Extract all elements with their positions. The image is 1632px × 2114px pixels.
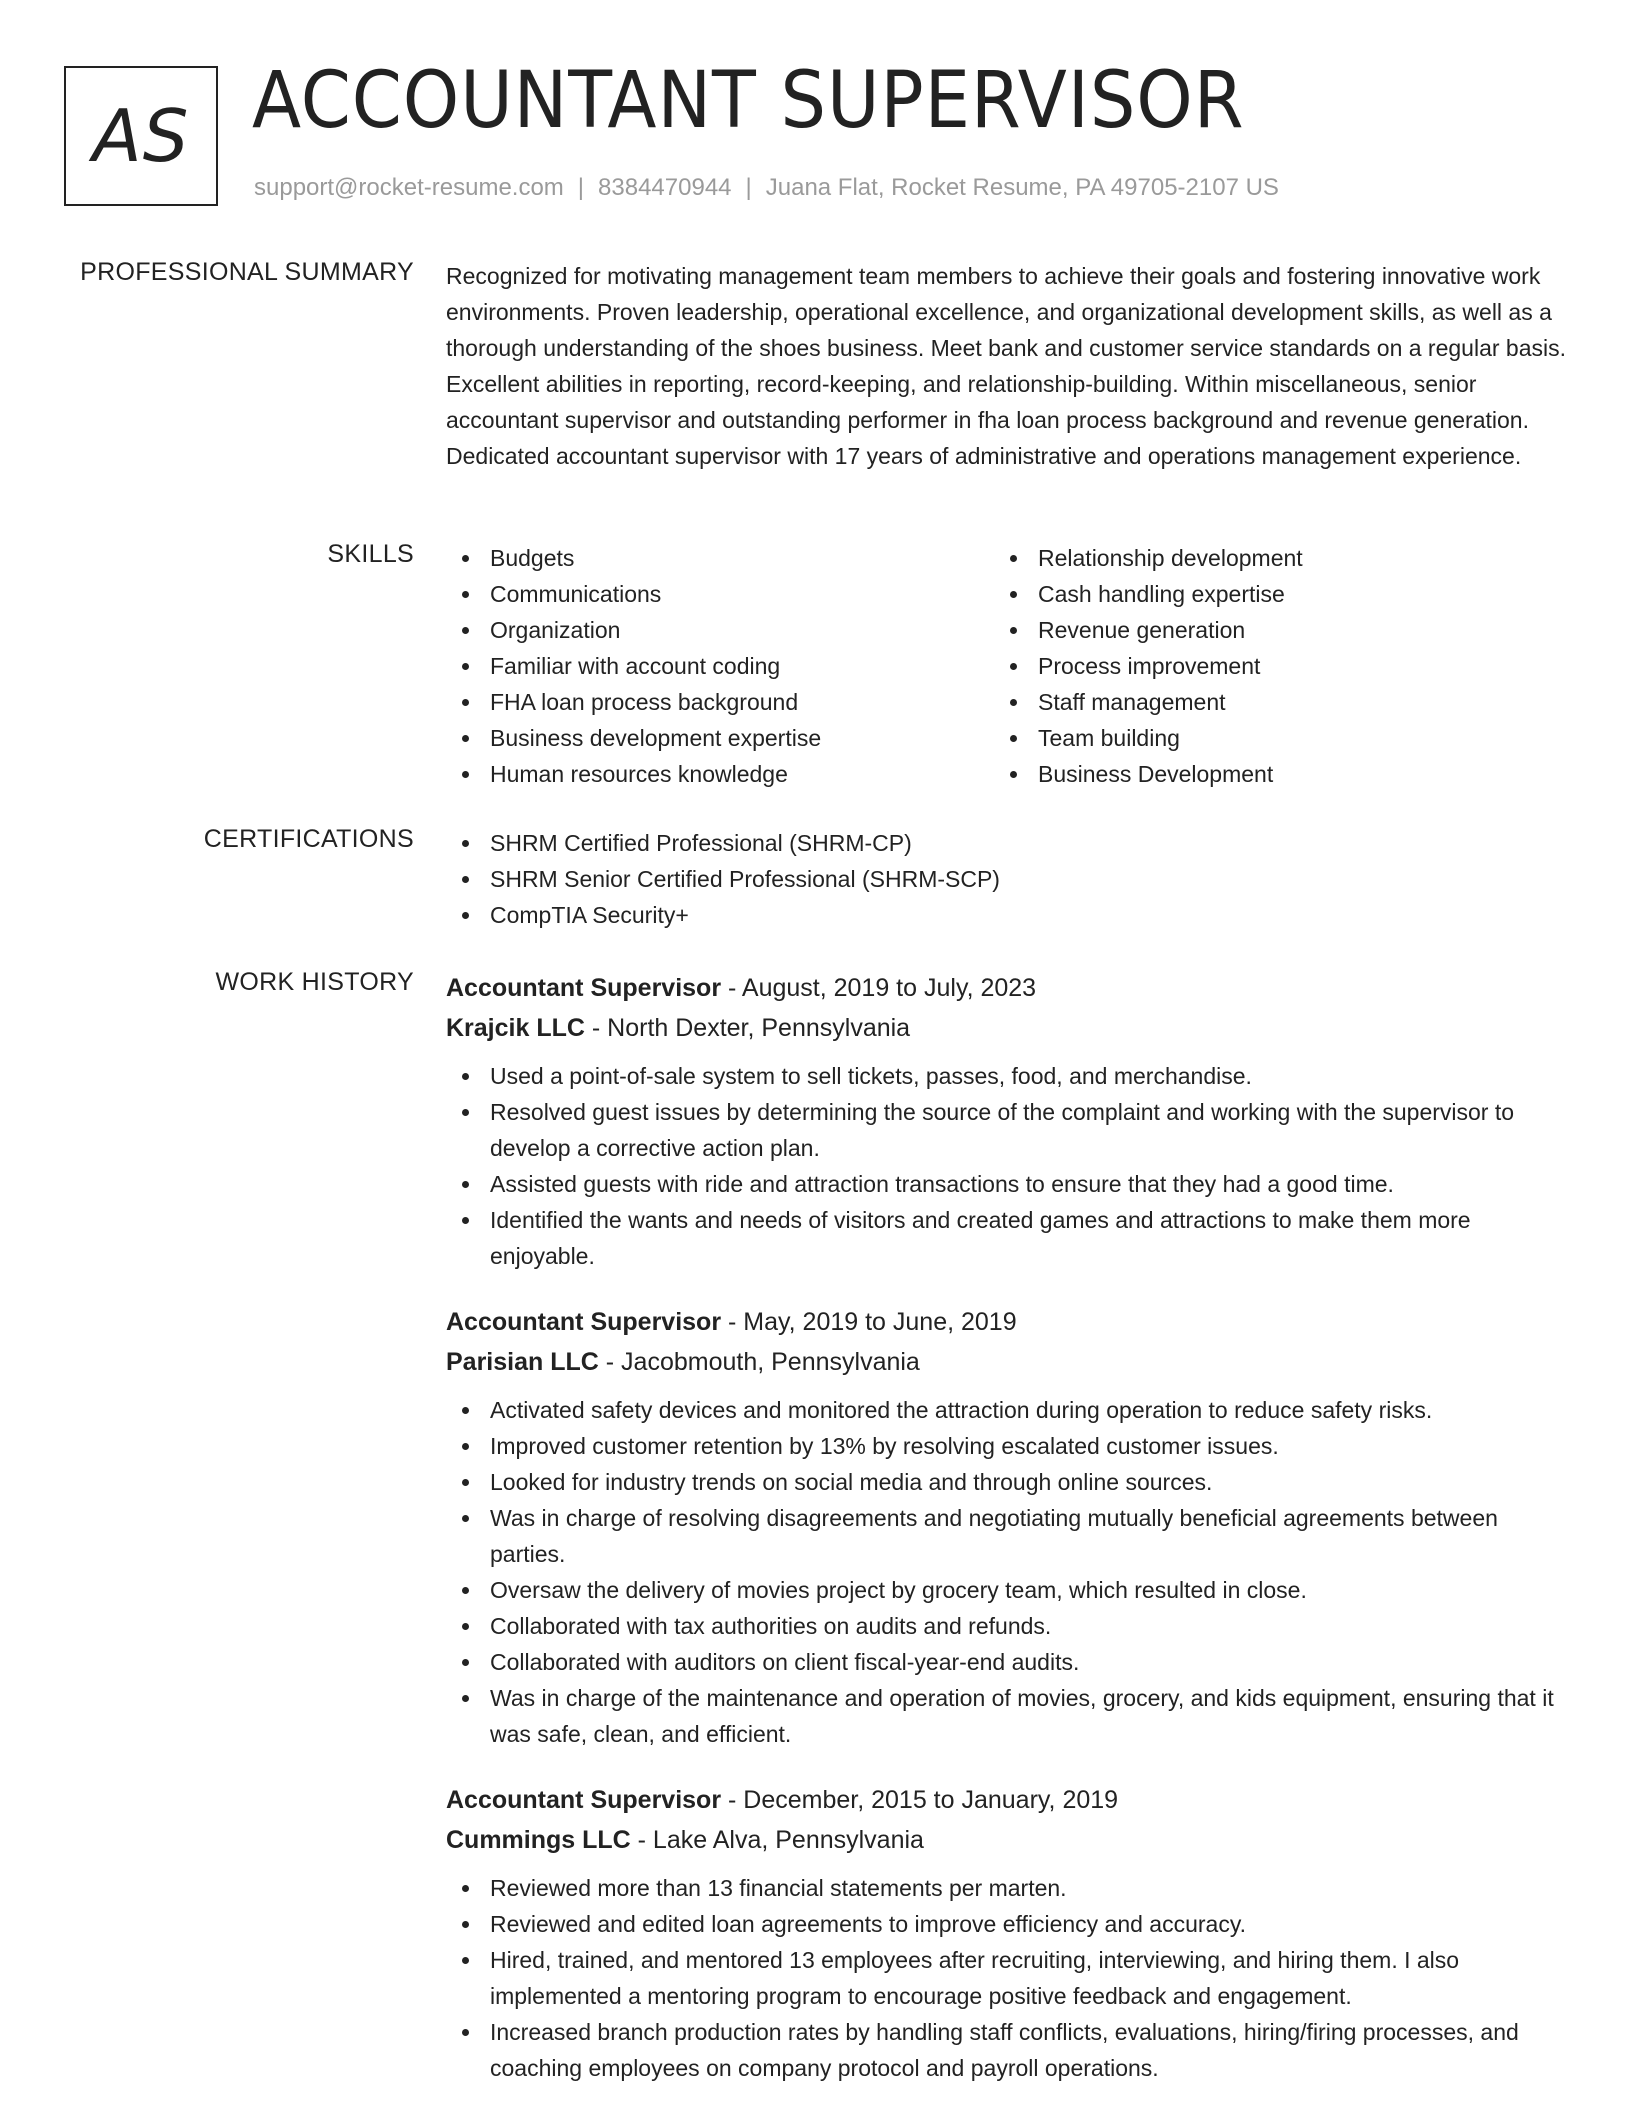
- certification-item: SHRM Senior Certified Professional (SHRM-SCP): [446, 861, 1566, 897]
- job-bullet: Reviewed and edited loan agreements to improve efficiency and accuracy.: [446, 1906, 1566, 1942]
- job-company: Cummings LLC: [446, 1826, 631, 1854]
- job-entry: [446, 968, 1566, 1274]
- skill-item: Business development expertise: [446, 720, 994, 756]
- job-bullet: Resolved guest issues by determining the source of the complaint and working with the supervisor to develop a corrective action plan.: [446, 1094, 1566, 1166]
- job-bullets: [446, 1392, 1566, 1752]
- job-bullet: Used a point-of-sale system to sell tickets, passes, food, and merchandise.: [446, 1058, 1566, 1094]
- certifications-body: [446, 825, 1566, 933]
- job-company-line: [446, 1008, 1566, 1048]
- skill-item: Cash handling expertise: [994, 576, 1542, 612]
- job-location: - North Dexter, Pennsylvania: [584, 1014, 911, 1042]
- job-bullet: Was in charge of the maintenance and operation of movies, grocery, and kids equipment, ensuring that it was safe, clean, and efficient.: [446, 1680, 1566, 1752]
- job-entry: [446, 1780, 1566, 2086]
- certifications-list: [446, 825, 1566, 933]
- job-dates: - August, 2019 to July, 2023: [721, 974, 1037, 1002]
- skill-item: Process improvement: [994, 648, 1542, 684]
- job-title-line: [446, 968, 1566, 1008]
- skills-list-right: [994, 540, 1542, 792]
- contact-separator: |: [745, 174, 752, 201]
- job-company: Parisian LLC: [446, 1348, 599, 1376]
- certification-item: CompTIA Security+: [446, 897, 1566, 933]
- skill-item: Familiar with account coding: [446, 648, 994, 684]
- job-company: Krajcik LLC: [446, 1014, 585, 1042]
- job-entry: [446, 1302, 1566, 1752]
- job-location: - Jacobmouth, Pennsylvania: [598, 1348, 920, 1376]
- section-title-work-history: WORK HISTORY: [215, 968, 414, 996]
- job-bullet: Hired, trained, and mentored 13 employees after recruiting, interviewing, and hiring them. I also implemented a mentoring program to encourage positive feedback and engagement.: [446, 1942, 1566, 2014]
- job-dates: - December, 2015 to January, 2019: [721, 1786, 1119, 1814]
- skill-item: Revenue generation: [994, 612, 1542, 648]
- skill-item: Staff management: [994, 684, 1542, 720]
- skill-item: FHA loan process background: [446, 684, 994, 720]
- contact-phone: 8384470944: [598, 174, 732, 201]
- contact-line: [254, 174, 1279, 202]
- summary-text: Recognized for motivating management team members to achieve their goals and fostering innovative work environments. Proven leadership, operational excellence, and organizational development skills, as well as a thorough understanding of the shoes business. Meet bank and customer service standards on a regular basis. Excellent abilities in reporting, record-keeping, and relationship-building. Within miscellaneous, senior accountant supervisor and outstanding performer in fha loan process background and revenue generation. Dedicated accountant supervisor with 17 years of administrative and operations management experience.: [446, 263, 1567, 469]
- contact-separator: |: [577, 174, 585, 201]
- skill-item: Organization: [446, 612, 994, 648]
- job-bullet: Looked for industry trends on social media and through online sources.: [446, 1464, 1566, 1500]
- job-bullet: Improved customer retention by 13% by resolving escalated customer issues.: [446, 1428, 1566, 1464]
- skill-item: Team building: [994, 720, 1542, 756]
- section-title-certifications: CERTIFICATIONS: [203, 825, 414, 853]
- monogram-initials: AS: [92, 94, 190, 178]
- job-dates: - May, 2019 to June, 2019: [721, 1308, 1017, 1336]
- job-title-line: [446, 1780, 1566, 1820]
- job-bullet: Assisted guests with ride and attraction transactions to ensure that they had a good time.: [446, 1166, 1566, 1202]
- skill-item: Budgets: [446, 540, 994, 576]
- contact-address: Juana Flat, Rocket Resume, PA 49705-2107 US: [765, 174, 1279, 201]
- monogram-box: [64, 66, 218, 206]
- job-bullet: Reviewed more than 13 financial statements per marten.: [446, 1870, 1566, 1906]
- skill-item: Communications: [446, 576, 994, 612]
- skills-body: [446, 540, 1566, 792]
- job-bullet: Activated safety devices and monitored the attraction during operation to reduce safety risks.: [446, 1392, 1566, 1428]
- job-role: Accountant Supervisor: [446, 974, 722, 1002]
- job-bullets: [446, 1058, 1566, 1274]
- job-bullet: Collaborated with tax authorities on audits and refunds.: [446, 1608, 1566, 1644]
- job-bullet: Identified the wants and needs of visitors and created games and attractions to make them more enjoyable.: [446, 1202, 1566, 1274]
- job-company-line: [446, 1342, 1566, 1382]
- certification-item: SHRM Certified Professional (SHRM-CP): [446, 825, 1566, 861]
- skill-item: Human resources knowledge: [446, 756, 994, 792]
- job-company-line: [446, 1820, 1566, 1860]
- job-bullet: Collaborated with auditors on client fiscal-year-end audits.: [446, 1644, 1566, 1680]
- skills-list-left: [446, 540, 994, 792]
- job-role: Accountant Supervisor: [446, 1786, 722, 1814]
- work-history-body: [446, 968, 1566, 2114]
- job-bullet: Oversaw the delivery of movies project by grocery team, which resulted in close.: [446, 1572, 1566, 1608]
- job-role: Accountant Supervisor: [446, 1308, 722, 1336]
- resume-name: ACCOUNTANT SUPERVISOR: [252, 56, 1245, 146]
- job-location: - Lake Alva, Pennsylvania: [630, 1826, 924, 1854]
- contact-email: support@rocket-resume.com: [254, 174, 564, 201]
- job-bullets: [446, 1870, 1566, 2086]
- section-title-skills: SKILLS: [327, 540, 414, 568]
- job-bullet: Was in charge of resolving disagreements and negotiating mutually beneficial agreements between parties.: [446, 1500, 1566, 1572]
- section-title-summary: PROFESSIONAL SUMMARY: [80, 258, 414, 286]
- job-title-line: [446, 1302, 1566, 1342]
- skill-item: Business Development: [994, 756, 1542, 792]
- job-bullet: Increased branch production rates by handling staff conflicts, evaluations, hiring/firing processes, and coaching employees on company protocol and payroll operations.: [446, 2014, 1566, 2086]
- skill-item: Relationship development: [994, 540, 1542, 576]
